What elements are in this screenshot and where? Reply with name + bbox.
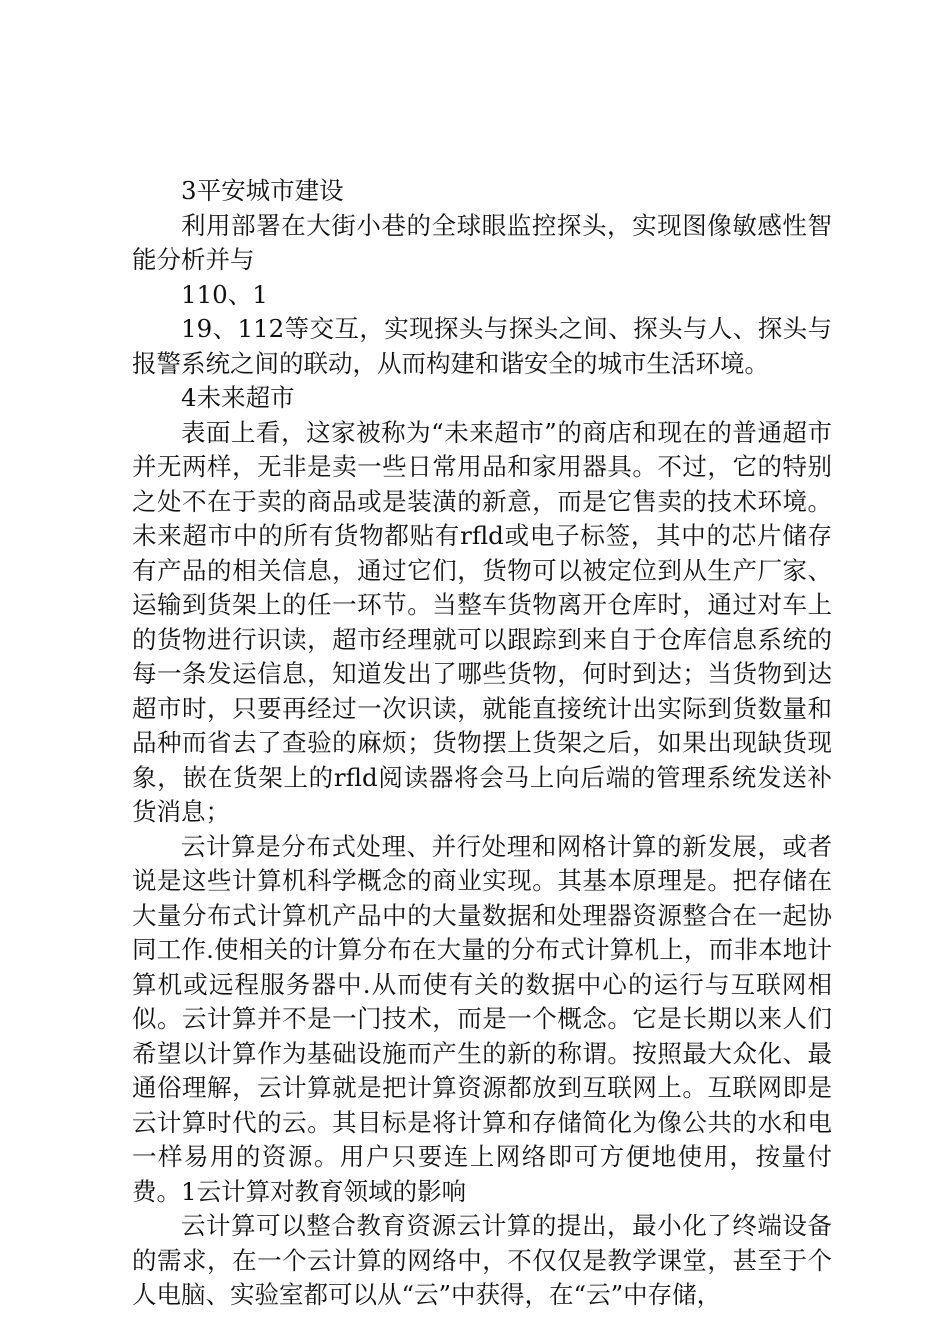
heading-future-supermarket: 4未来超市 [181,383,295,412]
paragraph-future-supermarket: 表面上看，这家被称为“未来超市”的商店和现在的普通超市并无两样，无非是卖一些日常用品和家用器具。不过，它的特别之处不在于卖的商品或是装潢的新意，而是它售卖的技术环境。未来超市中的所有货物都贴有rfld或电子标签，其中的芯片储存有产品的相关信息，通过它们，货物可以被定位到从生产厂家、运输到货架上的任一环节。当整车货物离开仓库时，通过对车上的货物进行识读，超市经理就可以跟踪到来自于仓库信息系统的每一条发运信息，知道发出了哪些货物，何时到达；当货物到达超市时，只要再经过一次识读，就能直接统计出实际到货数量和品种而省去了查验的麻烦；货物摆上货架之后，如果出现缺货现象，嵌在货架上的rfld阅读器将会马上向后端的管理系统发送补货消息； [132,417,832,826]
paragraph-safe-city-1: 利用部署在大街小巷的全球眼监控探头，实现图像敏感性智能分析并与 [132,210,832,274]
paragraph-cloud-education: 云计算可以整合教育资源云计算的提出，最小化了终端设备的需求，在一个云计算的网络中，不仅仅是教学课堂，甚至于个人电脑、实验室都可以从“云”中获得，在“云”中存储， [132,1211,832,1309]
heading-safe-city: 3平安城市建设 [181,176,344,205]
paragraph-safe-city-3: 19、112等交互，实现探头与探头之间、探头与人、探头与报警系统之间的联动，从而构建和谐安全的城市生活环境。 [132,314,832,378]
paragraph-cloud-computing: 云计算是分布式处理、并行处理和网格计算的新发展，或者说是这些计算机科学概念的商业实现。其基本原理是。把存储在大量分布式计算机产品中的大量数据和处理器资源整合在一起协同工作.使相关的计算分布在大量的分布式计算机上，而非本地计算机或远程服务器中.从而使有关的数据中心的运行与互联网相似。云计算并不是一门技术，而是一个概念。它是长期以来人们希望以计算作为基础设施而产生的新的称谓。按照最大众化、最通俗理解，云计算就是把计算资源都放到互联网上。互联网即是云计算时代的云。其目标是将计算和存储简化为像公共的水和电一样易用的资源。用户只要连上网络即可方便地使用，按量付费。1云计算对教育领域的影响 [132,831,832,1206]
paragraph-safe-city-2: 110、1 [181,279,268,309]
document-page [132,174,832,1313]
